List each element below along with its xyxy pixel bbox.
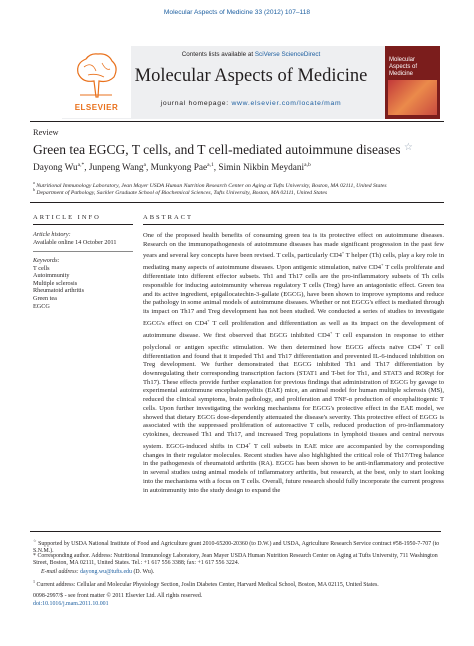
elsevier-wordmark: ELSEVIER — [74, 103, 119, 112]
footnote-corresponding — [33, 553, 444, 567]
footnote-mark: * — [33, 553, 36, 559]
footnote-text: Current address: Cellular and Molecular Physiology Section, Joslin Diabetes Center, Harvard Medical School, Boston, MA 02115, United States. — [36, 581, 379, 588]
article-info-heading: ARTICLE INFO — [33, 214, 101, 221]
author-separator: , — [84, 163, 89, 174]
homepage-prefix: journal homepage: — [160, 100, 229, 107]
email-suffix: (D. Wu). — [133, 569, 155, 575]
journal-reference[interactable] — [0, 9, 474, 16]
footnote-email — [33, 569, 452, 576]
footnote-current-address — [33, 578, 444, 589]
doi-line — [33, 601, 109, 608]
footnote-mark: 1 — [33, 579, 35, 584]
keyword-item: EGCG — [33, 302, 50, 310]
email-link[interactable]: dayong.wu@tufts.edu — [80, 569, 132, 575]
keyword-item: T cells — [33, 264, 50, 272]
author-affiliation-mark[interactable]: a — [143, 162, 146, 168]
abstract-rule — [143, 224, 444, 225]
author-separator: , — [145, 163, 151, 174]
article-history — [33, 231, 153, 246]
affiliation-b — [33, 187, 327, 196]
author-affiliation-mark[interactable]: a,b — [304, 162, 311, 168]
history-value: Available online 14 October 2011 — [33, 238, 117, 246]
affiliation-text: Department of Pathology, Sackler Graduate School of Biochemical Sciences, Tufts University, Boston, MA 02111, United States — [36, 189, 328, 196]
author-name: Dayong Wu — [33, 163, 78, 174]
keywords-label: Keywords: — [33, 257, 60, 264]
elsevier-logo — [62, 46, 131, 118]
article-info-rule — [33, 224, 133, 225]
doi-link[interactable]: doi:10.1016/j.mam.2011.10.001 — [33, 601, 109, 607]
history-rule — [33, 251, 133, 252]
article-section: Review — [33, 128, 59, 137]
journal-reference-text[interactable]: Molecular Aspects of Medicine 33 (2012) 107–118 — [163, 9, 311, 16]
abstract-text: One of the proposed health benefits of consuming green tea is its protective effect on autoimmune diseases. Research on the immunopathogenesis of autoimmune diseases has made significant progression in the past few years and several key concepts have been revised. T cells, particularly CD4+ T helper (Th) cells, play a key role in mediating many aspects of autoimmune diseases. Upon antigenic stimulation, naïve CD4+ T cells proliferate and differentiate into different effector subsets. Th1 and Th17 cells are the pro-inflammatory subsets of Th cells responsible for inducing autoimmunity whereas regulatory T cells (Treg) have an antagonistic effect. Green tea and its active ingredient, epigallocatechin-3-gallate (EGCG), have been shown to improve symptoms and reduce the pathology in some animal models of autoimmune diseases. Whether or not EGCG's effect is mediated through its impact on Th17 and Treg development has not been studied. We conducted a series of studies to investigate EGCG's effect on CD4+ T cell proliferation and differentiation as well as its impact on the development of autoimmune disease. We first observed that EGCG inhibited CD4+ T cell expansion in response to either polyclonal or antigen specific stimulation. We then determined how EGCG affects naïve CD4+ T cell differentiation and found that it impeded Th1 and Th17 differentiation and prevented IL-6-induced inhibition on Treg development. We further demonstrated that EGCG inhibited Th1 and Th17 differentiation by downregulating their corresponding transcription factors (STAT1 and T-bet for Th1, and STAT3 and RORγt for Th17). These effects provide further explanation for previous findings that administration of EGCG by gavage to experimental autoimmune encephalomyelitis (EAE) mice, an animal model for human multiple sclerosis (MS), reduced the clinical symptoms, brain pathology, and proliferation and TNF-α production of encephalitogenic T cells. Upon further investigating the working mechanisms for EGCG's protective effect in the EAE model, we showed that dietary EGCG dose-dependently attenuated the disease's severity. This protective effect of EGCG is associated with the suppressed proliferation of autoreactive T cells, reduced production of pro-inflammatory cytokines, decreased Th1 and Th17, and increased Treg populations in lymphoid tissues and central nervous system. EGCG-induced shifts in CD4+ T cell subsets in EAE mice are accompanied by the corresponding changes in their regulator molecules. Recent studies have also highlighted the critical role of Th17/Treg balance in the pathogenesis of rheumatoid arthritis (RA). EGCG has been shown to be anti-inflammatory and protective in several studies using animal models of inflammatory arthritis, but research, at the best, only to start looking into the mechanisms with a focus on T cells. Overall, future research should fully incorporate the current progress in autoimmunity into the study design to expand the — [143, 232, 445, 494]
journal-homepage — [131, 100, 371, 107]
keyword-item: Autoimmunity — [33, 272, 70, 280]
footnote-mark: ☆ — [33, 538, 37, 543]
author-affiliation-mark[interactable]: a,* — [77, 162, 85, 168]
affiliation-mark: a — [33, 180, 35, 185]
header-rule — [30, 121, 444, 122]
contents-prefix: Contents lists available at — [181, 51, 254, 58]
affiliation-rule — [30, 202, 444, 203]
journal-title: Molecular Aspects of Medicine — [134, 66, 368, 86]
article-title — [33, 142, 413, 158]
abstract-heading: ABSTRACT — [143, 214, 193, 221]
footnote-text: Corresponding author. Address: Nutritional Immunology Laboratory, Jean Mayer USDA Human Nutrition Research Center on Aging at Tufts University, 711 Washington Street, Boston, MA 02111, United States. Tel.: +1 617 556 3388; fax: +1 617 556 3224. — [33, 553, 438, 567]
title-footnote-mark[interactable]: ☆ — [403, 142, 413, 153]
author-list — [33, 162, 311, 173]
front-matter-line: 0098-2997/$ - see front matter © 2011 Elsevier Ltd. All rights reserved. — [33, 593, 203, 599]
author-affiliation-mark[interactable]: a,1 — [207, 162, 214, 168]
keywords-block — [33, 257, 153, 310]
author-separator: , — [213, 163, 219, 174]
keyword-item: Green tea — [33, 294, 57, 302]
cover-art — [388, 80, 437, 115]
email-label: E-mail address: — [41, 569, 79, 575]
keyword-list — [33, 265, 153, 311]
keyword-item: Multiple sclerosis — [33, 279, 78, 287]
homepage-link[interactable]: www.elsevier.com/locate/mam — [231, 100, 342, 107]
sciencedirect-link[interactable]: SciVerse ScienceDirect — [254, 51, 321, 58]
keyword-item: Rheumatoid arthritis — [33, 287, 85, 295]
contents-line — [131, 51, 371, 58]
history-label: Article history: — [33, 231, 71, 238]
footnote-rule — [30, 531, 441, 532]
footnote-text: Supported by USDA National Institute of Food and Agriculture grant 2010-65200-20360 (to D.W.) and USDA, Agriculture Research Service contract #58-1950-7-707 (to S.N.M.). — [33, 540, 440, 555]
affiliation-mark: b — [33, 187, 35, 192]
article-title-text: Green tea EGCG, T cells, and T cell-mediated autoimmune diseases — [33, 142, 401, 157]
elsevier-tree-icon — [72, 51, 121, 99]
journal-cover-thumbnail — [385, 46, 440, 119]
author-name: Munkyong Pae — [150, 163, 208, 174]
affiliation-text: Nutritional Immunology Laboratory, Jean Mayer USDA Human Nutrition Research Center on Aging at Tufts University, Boston, MA 02111, United States — [36, 182, 387, 189]
author-name: Simin Nikbin Meydani — [218, 163, 305, 174]
author-name: Junpeng Wang — [88, 163, 144, 174]
cover-title: Molecular Aspects of Medicine — [389, 57, 418, 77]
